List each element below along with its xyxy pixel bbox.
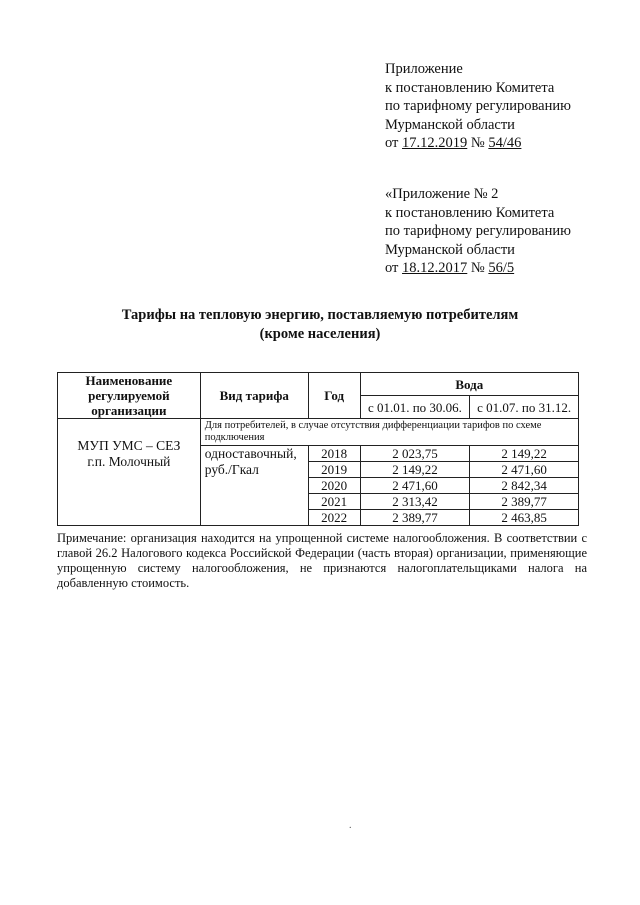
tariff-period-1-cell: 2 149,22 [360, 462, 470, 478]
annex2-line: по тарифному регулированию [385, 223, 571, 239]
annex1-date: 17.12.2019 [402, 135, 468, 151]
year-cell: 2020 [308, 478, 360, 494]
header-period-2: с 01.07. по 31.12. [470, 396, 579, 419]
tariff-period-1-cell: 2 471,60 [360, 478, 470, 494]
org-name-cell [58, 419, 201, 526]
annex1-number-sign: № [470, 135, 485, 151]
annex-header-current [385, 60, 571, 153]
tariff-period-2-cell: 2 389,77 [470, 494, 579, 510]
year-cell: 2022 [308, 510, 360, 526]
tariff-period-2-cell: 2 463,85 [470, 510, 579, 526]
header-year: Год [308, 373, 360, 419]
tax-note: Примечание: организация находится на упрощенной системе налогообложения. В соответствии с главой 26.2 Налогового кодекса Российской Федерации (часть вторая) организации, применяющие упрощенную систему налогообложения, не признаются налогоплательщиками налога на добавленную стоимость. [57, 531, 587, 590]
annex1-line: Мурманской области [385, 116, 515, 133]
footer-mark: . [349, 820, 352, 831]
year-cell: 2018 [308, 446, 360, 462]
tariff-table [57, 372, 579, 526]
annex1-line: Приложение [385, 61, 463, 77]
annex2-line: «Приложение № 2 [385, 186, 499, 202]
annex2-number-sign: № [470, 260, 485, 276]
annex-header-original [385, 185, 571, 278]
annex1-date-prefix: от [385, 135, 399, 151]
tariff-period-1-cell: 2 023,75 [360, 446, 470, 462]
tariff-period-2-cell: 2 149,22 [470, 446, 579, 462]
tariff-period-2-cell: 2 842,34 [470, 478, 579, 494]
tariff-type-cell [200, 446, 308, 526]
year-cell: 2021 [308, 494, 360, 510]
tariff-period-1-cell: 2 313,42 [360, 494, 470, 510]
annex1-number: 54/46 [488, 135, 522, 151]
annex2-number: 56/5 [488, 260, 515, 276]
annex2-date: 18.12.2017 [402, 260, 468, 276]
tariff-line-1: одноставочный, [204, 446, 297, 461]
header-org: Наименование регулируемой организации [58, 373, 201, 419]
tariff-period-1-cell: 2 389,77 [360, 510, 470, 526]
tariff-period-2-cell: 2 471,60 [470, 462, 579, 478]
annex2-line: к постановлению Комитета [385, 204, 555, 221]
header-period-1: с 01.01. по 30.06. [360, 396, 470, 419]
org-name-line-1: МУП УМС – СЕЗ [77, 438, 181, 453]
document-title [0, 306, 640, 344]
annex2-date-prefix: от [385, 260, 399, 276]
header-tariff-type: Вид тарифа [200, 373, 308, 419]
org-name-line-2: г.п. Молочный [87, 454, 171, 469]
annex1-line: к постановлению Комитета [385, 79, 555, 96]
title-line-2: (кроме населения) [259, 326, 381, 342]
annex2-date-line [385, 259, 571, 278]
title-line-1: Тарифы на тепловую энергию, поставляемую потребителям [121, 307, 519, 323]
annex2-line: Мурманской области [385, 241, 515, 258]
tariff-line-2: руб./Гкал [204, 462, 259, 477]
condition-cell: Для потребителей, в случае отсутствия дифференциации тарифов по схеме подключения [200, 419, 578, 446]
annex1-line: по тарифному регулированию [385, 98, 571, 114]
annex1-date-line [385, 134, 571, 153]
year-cell: 2019 [308, 462, 360, 478]
header-water: Вода [360, 373, 578, 396]
